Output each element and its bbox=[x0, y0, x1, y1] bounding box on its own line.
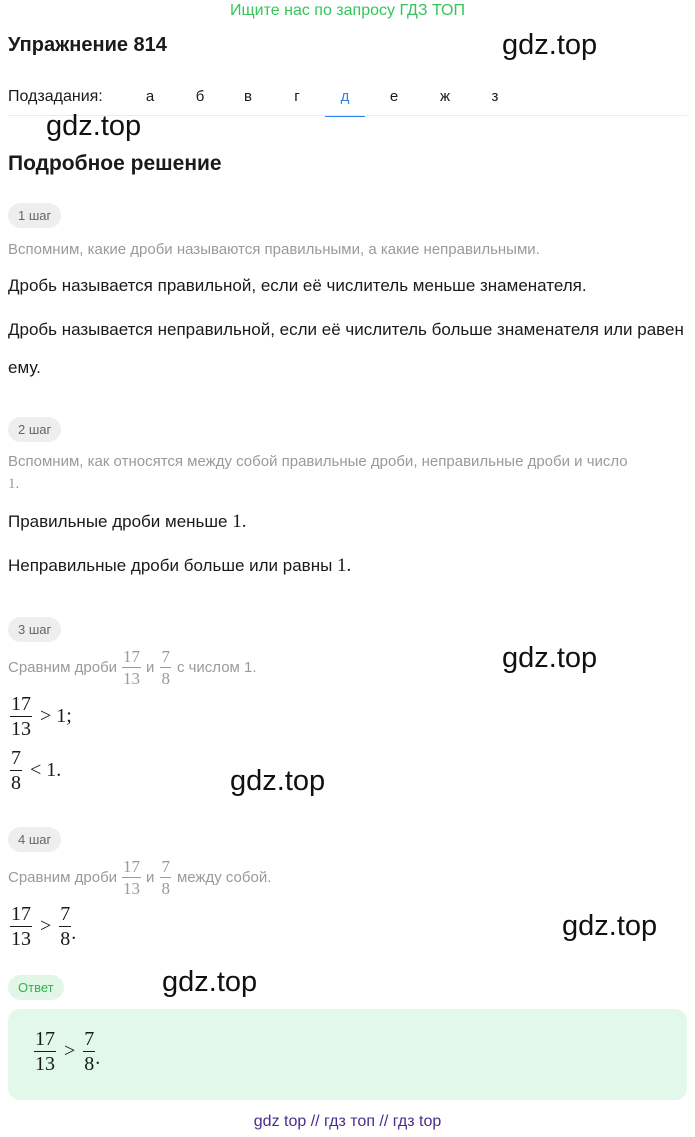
step-1-line-1: Дробь называется правильной, если её числитель меньше знаменателя. bbox=[8, 276, 587, 295]
fraction-numerator: 7 bbox=[84, 1028, 95, 1050]
fraction-denominator: 8 bbox=[161, 669, 170, 688]
fraction-denominator: 8 bbox=[11, 772, 21, 794]
step-2-hint-number: 1. bbox=[8, 476, 20, 492]
subtask-tab-d[interactable]: д bbox=[325, 88, 365, 117]
fraction-numerator: 17 bbox=[123, 647, 141, 666]
step-2-line-2-value: 1. bbox=[337, 555, 352, 576]
step-4-result-end: . bbox=[71, 922, 77, 944]
step-4-badge: 4 шаг bbox=[8, 827, 61, 852]
step-2-line-1 bbox=[8, 503, 690, 541]
step-2-hint bbox=[8, 451, 690, 495]
step-1-badge: 1 шаг bbox=[8, 203, 61, 228]
answer-result bbox=[34, 1029, 100, 1074]
answer-end: . bbox=[95, 1047, 101, 1069]
step-2-line-2-text: Неправильные дроби больше или равны bbox=[8, 556, 333, 575]
subtasks-label: Подзадания: bbox=[8, 88, 103, 105]
fraction-numerator: 17 bbox=[35, 1028, 55, 1050]
step-3-hint-fraction-a bbox=[122, 648, 141, 687]
fraction-numerator: 7 bbox=[161, 647, 170, 666]
fraction-numerator: 17 bbox=[11, 903, 31, 925]
step-2-hint-text: Вспомним, как относятся между собой правильные дроби, неправильные дроби и число bbox=[8, 453, 628, 470]
step-4-hint-suffix: между собой. bbox=[176, 869, 272, 886]
step-4-result-fraction-b bbox=[59, 904, 71, 949]
fraction-denominator: 8 bbox=[84, 1053, 95, 1075]
step-2-line-1-text: Правильные дроби меньше bbox=[8, 512, 228, 531]
fraction-denominator: 13 bbox=[123, 879, 141, 898]
step-3-hint-fraction-b bbox=[160, 648, 171, 687]
subtask-tab-b[interactable]: б bbox=[195, 88, 205, 105]
subtask-tab-v[interactable]: в bbox=[244, 88, 252, 105]
step-3-result-2-fraction bbox=[10, 748, 22, 793]
step-3-hint-prefix: Сравним дроби bbox=[8, 659, 118, 676]
fraction-denominator: 8 bbox=[161, 879, 170, 898]
step-3-hint bbox=[8, 648, 257, 687]
fraction-denominator: 13 bbox=[11, 718, 31, 740]
step-4-hint-prefix: Сравним дроби bbox=[8, 869, 118, 886]
watermark: gdz.top bbox=[162, 966, 258, 998]
fraction-denominator: 13 bbox=[11, 928, 31, 950]
step-4-hint-fraction-a bbox=[122, 858, 141, 897]
step-4-hint bbox=[8, 858, 271, 897]
fraction-numerator: 7 bbox=[161, 857, 170, 876]
step-4-result bbox=[10, 904, 76, 949]
answer-box bbox=[8, 1009, 687, 1100]
step-3-hint-and: и bbox=[146, 659, 155, 676]
fraction-denominator: 13 bbox=[35, 1053, 55, 1075]
step-4-hint-fraction-b bbox=[160, 858, 171, 897]
step-4-hint-and: и bbox=[146, 869, 155, 886]
step-3-result-1-relation: > 1; bbox=[40, 705, 72, 727]
subtask-tab-zh[interactable]: ж bbox=[439, 88, 451, 105]
fraction-numerator: 17 bbox=[123, 857, 141, 876]
step-4-result-fraction-a bbox=[10, 904, 32, 949]
fraction-numerator: 7 bbox=[60, 903, 71, 925]
exercise-title: Упражнение 814 bbox=[8, 34, 167, 56]
watermark: gdz.top bbox=[502, 642, 598, 674]
step-2-line-1-value: 1. bbox=[232, 511, 247, 532]
subtask-tab-g[interactable]: г bbox=[294, 88, 300, 105]
step-3-badge: 3 шаг bbox=[8, 617, 61, 642]
step-3-result-2-relation: < 1. bbox=[30, 759, 62, 781]
watermark: gdz.top bbox=[502, 29, 598, 61]
step-3-hint-suffix: с числом 1. bbox=[176, 659, 257, 676]
fraction-denominator: 8 bbox=[60, 928, 71, 950]
step-3-result-1 bbox=[10, 694, 72, 739]
watermark: gdz.top bbox=[230, 765, 326, 797]
step-2-badge: 2 шаг bbox=[8, 417, 61, 442]
footer-links[interactable]: gdz top // гдз топ // гдз top bbox=[253, 1113, 442, 1130]
answer-fraction-a bbox=[34, 1029, 56, 1074]
step-4-result-relation: > bbox=[40, 915, 52, 937]
search-promo-banner[interactable]: Ищите нас по запросу ГДЗ ТОП bbox=[230, 2, 465, 19]
step-3-result-2 bbox=[10, 748, 61, 793]
section-title: Подробное решение bbox=[8, 152, 222, 175]
answer-relation: > bbox=[64, 1040, 76, 1062]
answer-fraction-b bbox=[83, 1029, 95, 1074]
subtask-tab-a[interactable]: а bbox=[145, 88, 155, 105]
subtask-tab-e[interactable]: е bbox=[389, 88, 399, 105]
watermark: gdz.top bbox=[46, 110, 142, 142]
fraction-numerator: 7 bbox=[11, 747, 21, 769]
subtask-tab-z[interactable]: з bbox=[491, 88, 499, 105]
step-1-hint: Вспомним, какие дроби называются правильными, а какие неправильными. bbox=[8, 241, 540, 258]
step-1-line-2: Дробь называется неправильной, если её числитель больше знаменателя или равен ему. bbox=[8, 320, 684, 377]
fraction-numerator: 17 bbox=[11, 693, 31, 715]
answer-badge: Ответ bbox=[8, 975, 64, 1000]
fraction-denominator: 13 bbox=[123, 669, 141, 688]
watermark: gdz.top bbox=[562, 910, 658, 942]
step-2-line-2 bbox=[8, 547, 690, 585]
step-3-result-1-fraction bbox=[10, 694, 32, 739]
